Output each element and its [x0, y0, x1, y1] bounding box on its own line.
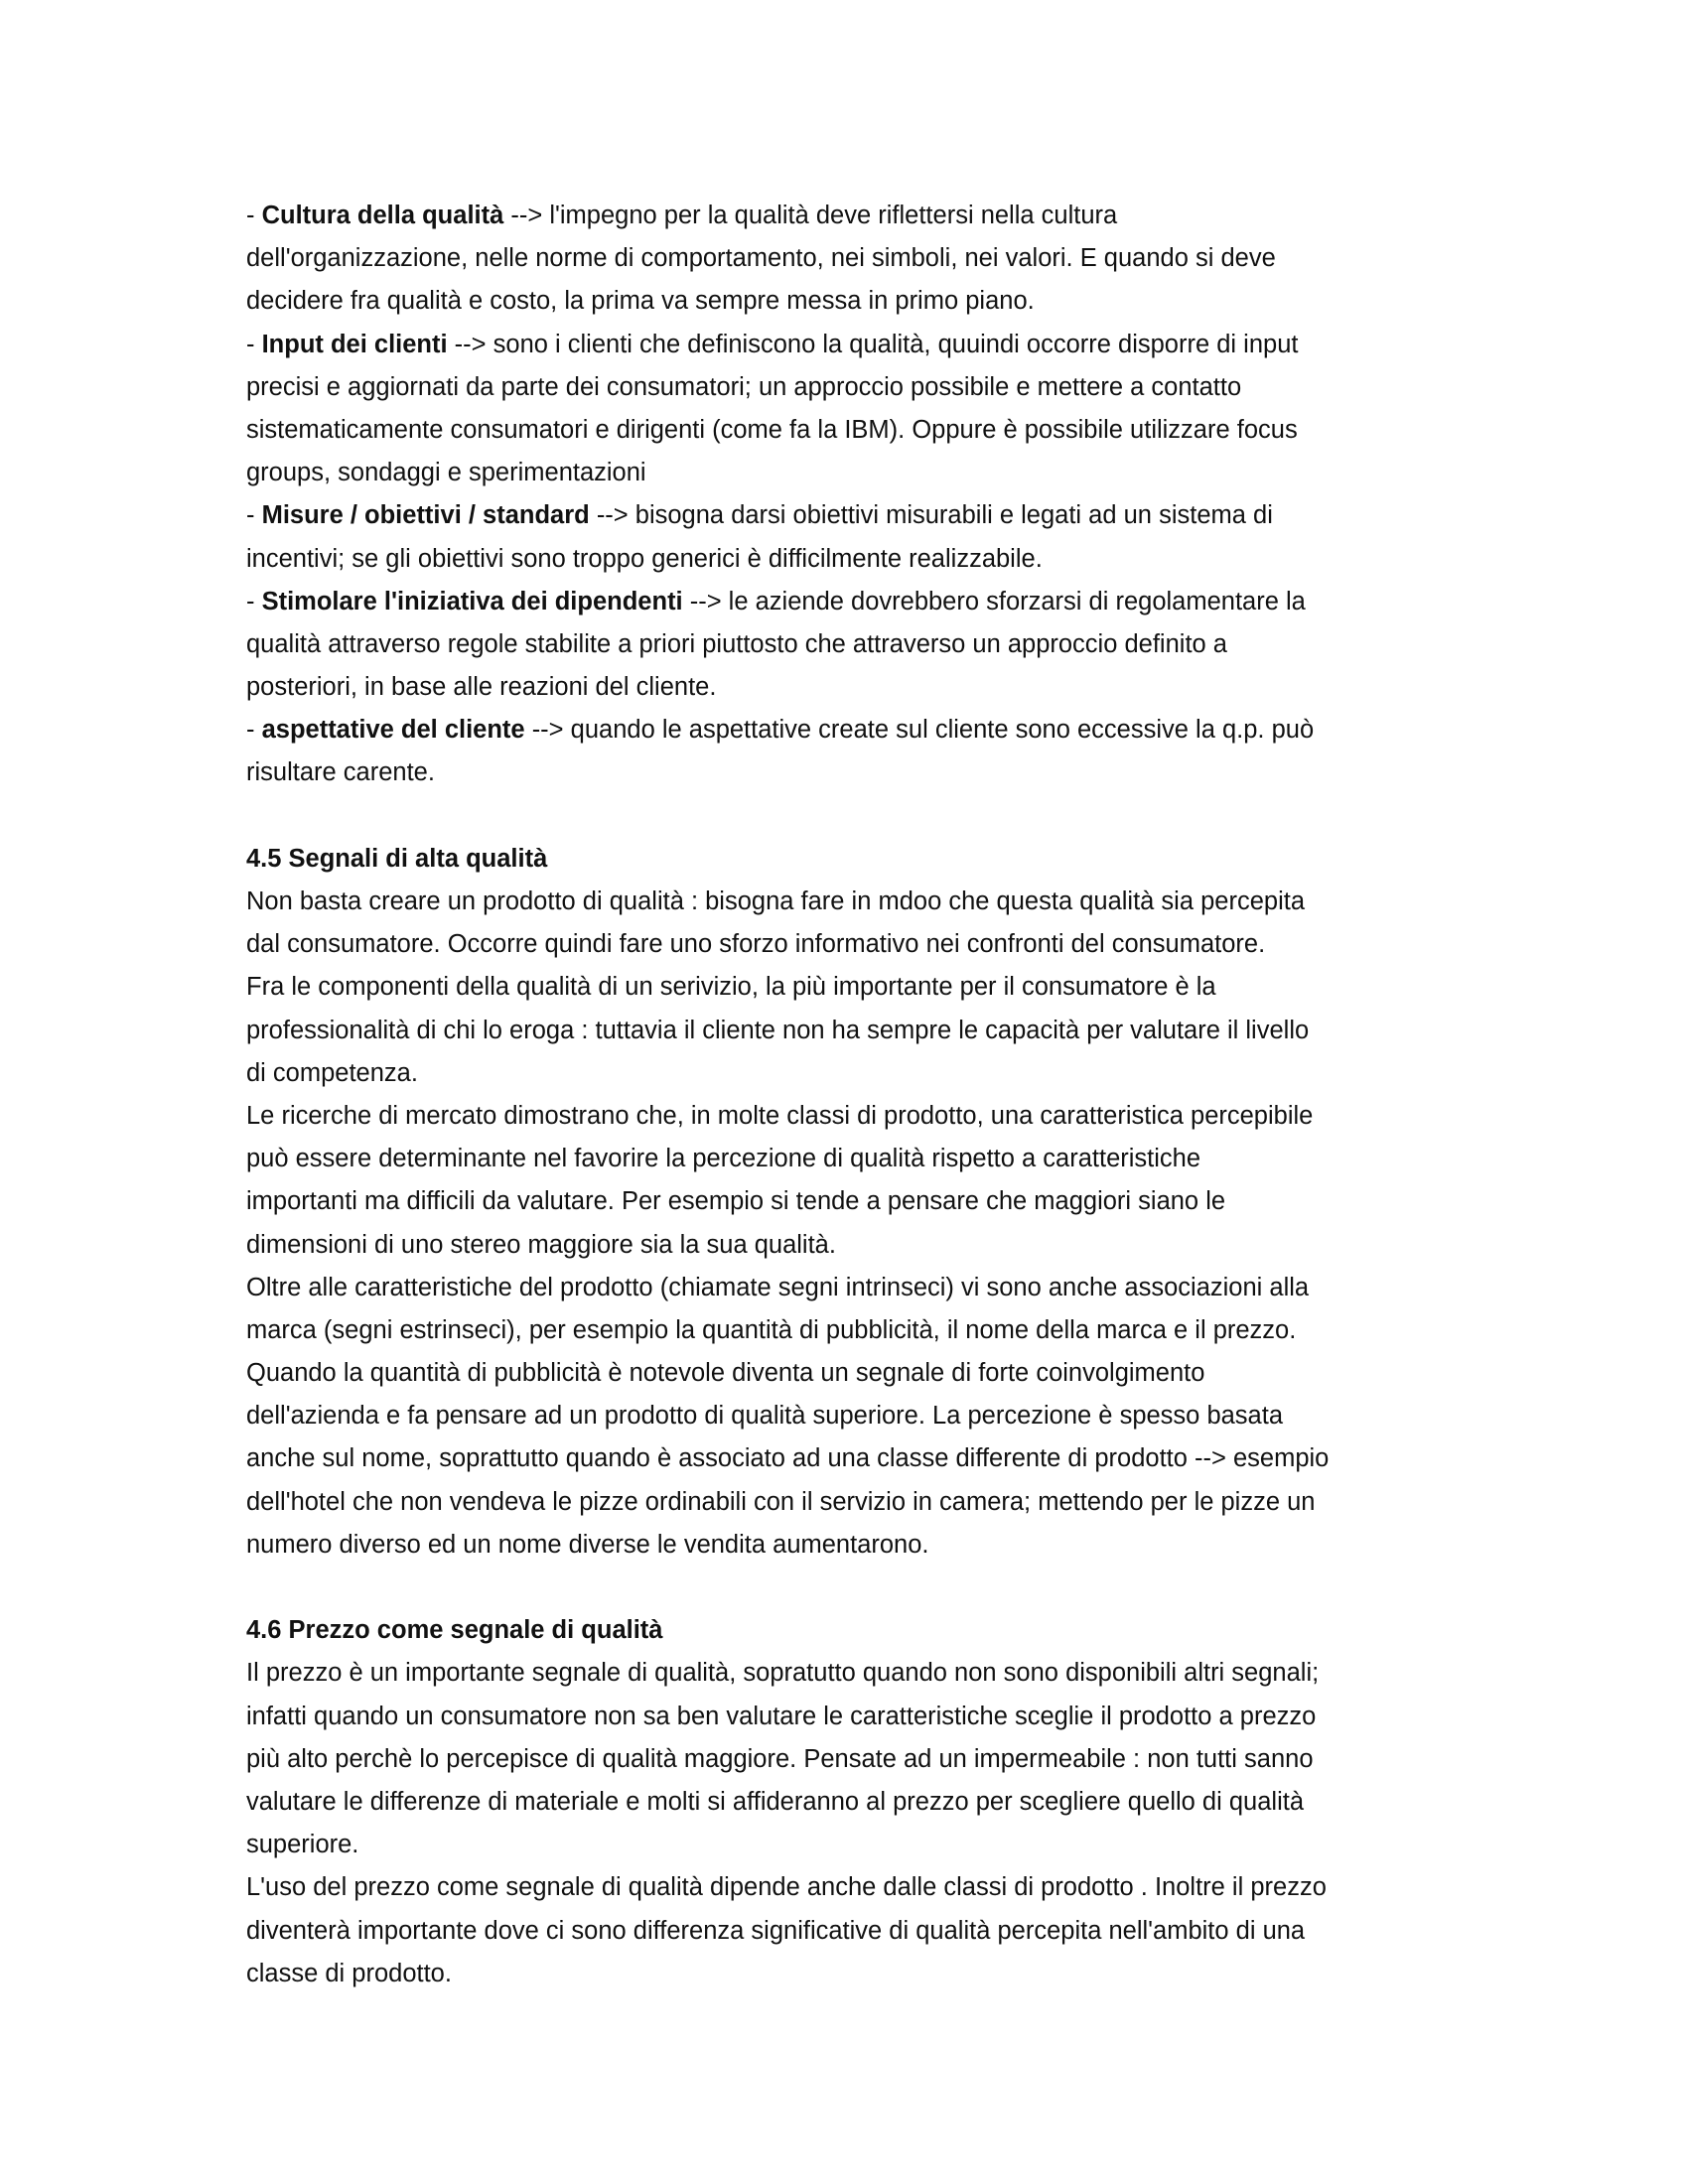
paragraph-gap	[246, 795, 1477, 838]
bullet-title: Stimolare l'iniziativa dei dipendenti	[261, 587, 683, 615]
section-4-5-line: Non basta creare un prodotto di qualità : bisogna fare in mdoo che questa qualità sia percepita	[246, 887, 1306, 915]
section-4-5-line: anche sul nome, soprattutto quando è associato ad una classe differente di prodotto --> esempio	[246, 1444, 1330, 1473]
section-4-5-line: dell'hotel che non vendeva le pizze ordinabili con il servizio in camera; mettendo per le pizze un	[246, 1487, 1316, 1516]
section-4-5-line: professionalità di chi lo eroga : tuttavia il cliente non ha sempre le capacità per valutare il livello	[246, 1016, 1310, 1044]
bullet-stimolare-line-3: posteriori, in base alle reazioni del cliente.	[246, 673, 717, 702]
bullet-aspettative-line-1: - aspettative del cliente --> quando le aspettative create sul cliente sono eccessive la q.p. può	[246, 716, 1315, 745]
section-4-5-line: numero diverso ed un nome diverse le vendita aumentarono.	[246, 1530, 929, 1559]
bullet-input-line-1: - Input dei clienti --> sono i clienti che definiscono la qualità, quuindi occorre disporre di input	[246, 330, 1299, 358]
section-4-5-line: Oltre alle caratteristiche del prodotto (chiamate segni intrinseci) vi sono anche associazioni alla	[246, 1273, 1310, 1301]
bullet-title: Cultura della qualità	[261, 202, 504, 229]
section-4-6-line: L'uso del prezzo come segnale di qualità dipende anche dalle classi di prodotto . Inoltre il prezzo	[246, 1873, 1327, 1902]
section-4-6-line: classe di prodotto.	[246, 1959, 452, 1987]
section-4-5-line: Le ricerche di mercato dimostrano che, in molte classi di prodotto, una caratteristica percepibile	[246, 1101, 1314, 1130]
bullet-title: Input dei clienti	[261, 330, 448, 358]
bullet-cultura-line-1: - Cultura della qualità --> l'impegno per la qualità deve riflettersi nella cultura	[246, 202, 1118, 229]
bullet-stimolare-line-2: qualità attraverso regole stabilite a priori piuttosto che attraverso un approccio definito a	[246, 629, 1227, 658]
bullet-title: aspettative del cliente	[261, 716, 525, 745]
bullet-title: Misure / obiettivi / standard	[261, 501, 590, 530]
section-4-5-line: importanti ma difficili da valutare. Per esempio si tende a pensare che maggiori siano le	[246, 1187, 1226, 1216]
section-4-6-line: superiore.	[246, 1831, 359, 1859]
section-4-6-heading: 4.6 Prezzo come segnale di qualità	[246, 1616, 663, 1645]
section-4-6-line: infatti quando un consumatore non sa ben valutare le caratteristiche sceglie il prodotto a prezzo	[246, 1702, 1317, 1730]
section-4-6-line: Il prezzo è un importante segnale di qualità, sopratutto quando non sono disponibili altri segnali;	[246, 1659, 1320, 1688]
bullet-cultura-line-2: dell'organizzazione, nelle norme di comportamento, nei simboli, nei valori. E quando si deve	[246, 244, 1276, 273]
bullet-cultura-line-3: decidere fra qualità e costo, la prima va sempre messa in primo piano.	[246, 287, 1035, 316]
section-4-6-line: valutare le differenze di materiale e molti si affideranno al prezzo per scegliere quello di qualità	[246, 1787, 1304, 1816]
section-4-5-line: Fra le componenti della qualità di un serivizio, la più importante per il consumatore è la	[246, 973, 1216, 1002]
section-4-5-line: Quando la quantità di pubblicità è notevole diventa un segnale di forte coinvolgimento	[246, 1359, 1205, 1388]
section-4-5-heading: 4.5 Segnali di alta qualità	[246, 844, 548, 873]
section-4-5-line: può essere determinante nel favorire la percezione di qualità rispetto a caratteristiche	[246, 1145, 1201, 1173]
section-4-6-line: più alto perchè lo percepisce di qualità maggiore. Pensate ad un impermeabile : non tutti sanno	[246, 1744, 1314, 1773]
section-4-5-line: di competenza.	[246, 1058, 418, 1087]
document-page	[246, 195, 1477, 1995]
bullet-input-line-2: precisi e aggiornati da parte dei consumatori; un approccio possibile e mettere a contatto	[246, 372, 1242, 401]
section-4-5-line: marca (segni estrinseci), per esempio la quantità di pubblicità, il nome della marca e il prezzo.	[246, 1315, 1297, 1344]
paragraph-gap	[246, 1567, 1477, 1609]
section-4-5-line: dal consumatore. Occorre quindi fare uno sforzo informativo nei confronti del consumatore.	[246, 930, 1266, 959]
section-4-5-line: dell'azienda e fa pensare ad un prodotto di qualità superiore. La percezione è spesso basata	[246, 1402, 1284, 1431]
section-4-5-line: dimensioni di uno stereo maggiore sia la sua qualità.	[246, 1230, 836, 1259]
bullet-input-line-3: sistematicamente consumatori e dirigenti (come fa la IBM). Oppure è possibile utilizzare focus	[246, 415, 1298, 444]
bullet-aspettative-line-2: risultare carente.	[246, 758, 435, 787]
section-4-6-line: diventerà importante dove ci sono differenza significative di qualità percepita nell'ambito di una	[246, 1916, 1306, 1945]
bullet-misure-line-2: incentivi; se gli obiettivi sono troppo generici è difficilmente realizzabile.	[246, 544, 1043, 573]
bullet-misure-line-1: - Misure / obiettivi / standard --> bisogna darsi obiettivi misurabili e legati ad un sistema di	[246, 501, 1273, 530]
bullet-input-line-4: groups, sondaggi e sperimentazioni	[246, 459, 646, 487]
bullet-stimolare-line-1: - Stimolare l'iniziativa dei dipendenti --> le aziende dovrebbero sforzarsi di regolamentare la	[246, 587, 1306, 615]
